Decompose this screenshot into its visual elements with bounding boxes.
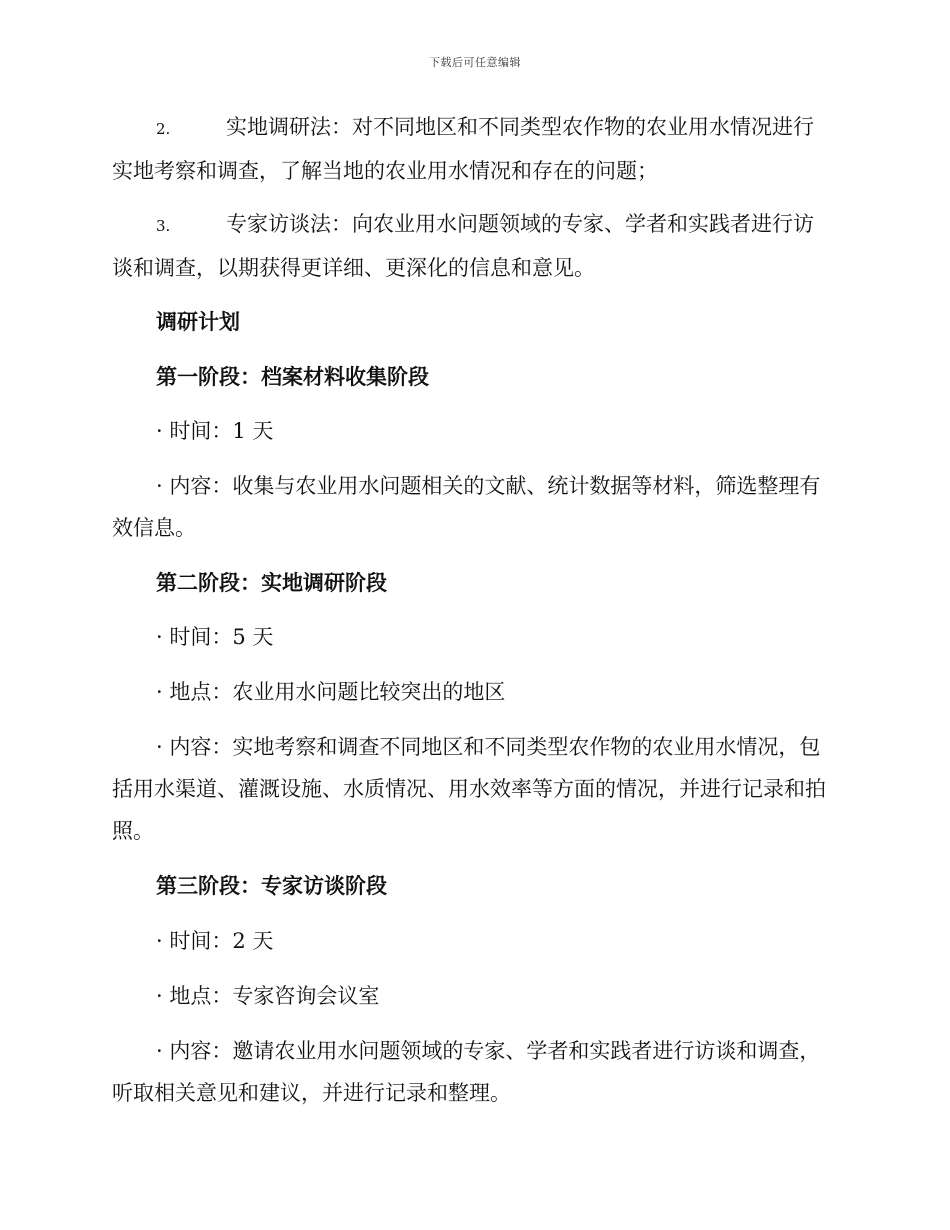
method-number: 3. bbox=[156, 217, 171, 235]
method-item-3 bbox=[112, 203, 832, 289]
plan-title: 调研计划 bbox=[156, 309, 240, 334]
phase2-time: · 时间：5 天 bbox=[156, 625, 274, 649]
phase3-location: · 地点：专家咨询会议室 bbox=[156, 984, 380, 1008]
phase1-content: · 内容：收集与农业用水问题相关的文献、统计数据等材料，筛选整理有效信息。 bbox=[112, 474, 821, 540]
method-text: 专家访谈法：向农业用水问题领域的专家、学者和实践者进行访谈和调查，以期获得更详细、更深化的信息和意见。 bbox=[112, 212, 814, 280]
phase3-heading: 第三阶段：专家访谈阶段 bbox=[156, 873, 387, 898]
page-header: 下载后可任意编辑 bbox=[429, 56, 521, 69]
phase2-content: · 内容：实地考察和调查不同地区和不同类型农作物的农业用水情况，包括用水渠道、灌溉设施、水质情况、用水效率等方面的情况，并进行记录和拍照。 bbox=[112, 735, 826, 843]
phase3-content: · 内容：邀请农业用水问题领域的专家、学者和实践者进行访谈和调查，听取相关意见和建议，并进行记录和整理。 bbox=[112, 1039, 821, 1105]
method-text: 实地调研法：对不同地区和不同类型农作物的农业用水情况进行实地考察和调查，了解当地的农业用水情况和存在的问题； bbox=[112, 115, 814, 183]
method-item-2 bbox=[112, 106, 832, 192]
phase1-time: · 时间：1 天 bbox=[156, 419, 274, 443]
method-number: 2. bbox=[156, 120, 171, 138]
phase2-location: · 地点：农业用水问题比较突出的地区 bbox=[156, 680, 506, 704]
phase2-heading: 第二阶段：实地调研阶段 bbox=[156, 570, 387, 595]
phase3-time: · 时间：2 天 bbox=[156, 929, 274, 953]
phase1-heading: 第一阶段：档案材料收集阶段 bbox=[156, 364, 429, 389]
